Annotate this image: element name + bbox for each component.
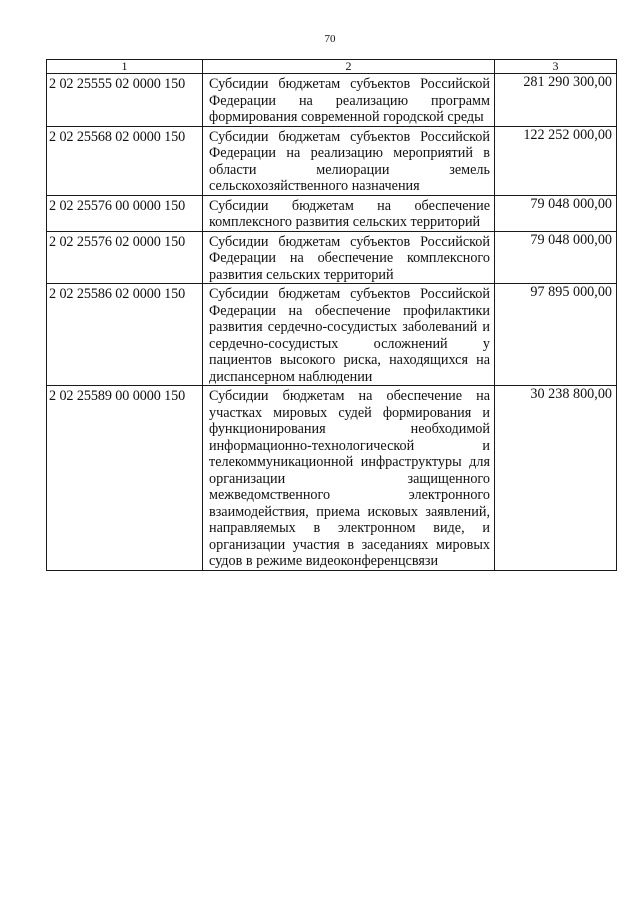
table-row <box>47 231 617 284</box>
revenue-description: Субсидии бюджетам на обеспечение на участках мировых судей формирования и функционирования необходимой информационно-технологической и телекоммуникационной инфраструктуры для организации защищенного межведомственного электронного взаимодействия, приема исковых заявлений, направляемых в электронном виде, и организации участия в заседаниях мировых судов в режиме видеоконференцсвязи <box>203 386 495 571</box>
revenue-description: Субсидии бюджетам субъектов Российской Федерации на реализацию мероприятий в области мелиорации земель сельскохозяйственного назначения <box>203 126 495 195</box>
column-header-code: 1 <box>47 60 203 74</box>
budget-code: 2 02 25586 02 0000 150 <box>47 284 203 386</box>
revenue-description: Субсидии бюджетам субъектов Российской Федерации на обеспечение комплексного развития сельских территорий <box>203 231 495 284</box>
revenue-amount: 30 238 800,00 <box>495 386 617 571</box>
page-number: 70 <box>324 33 336 45</box>
table-header-row <box>47 60 617 74</box>
table-row <box>47 195 617 231</box>
budget-code: 2 02 25568 02 0000 150 <box>47 126 203 195</box>
revenue-amount: 97 895 000,00 <box>495 284 617 386</box>
budget-code: 2 02 25576 00 0000 150 <box>47 195 203 231</box>
column-header-name: 2 <box>203 60 495 74</box>
budget-revenue-table <box>46 59 617 571</box>
column-header-amount: 3 <box>495 60 617 74</box>
revenue-amount: 281 290 300,00 <box>495 74 617 127</box>
budget-code: 2 02 25576 02 0000 150 <box>47 231 203 284</box>
revenue-description: Субсидии бюджетам на обеспечение комплексного развития сельских территорий <box>203 195 495 231</box>
table-row <box>47 386 617 571</box>
budget-code: 2 02 25555 02 0000 150 <box>47 74 203 127</box>
budget-code: 2 02 25589 00 0000 150 <box>47 386 203 571</box>
revenue-description: Субсидии бюджетам субъектов Российской Федерации на реализацию программ формирования современной городской среды <box>203 74 495 127</box>
revenue-description: Субсидии бюджетам субъектов Российской Федерации на обеспечение профилактики развития сердечно-сосудистых заболеваний и сердечно-сосудистых осложнений у пациентов высокого риска, находящихся на диспансерном наблюдении <box>203 284 495 386</box>
table-row <box>47 284 617 386</box>
revenue-amount: 122 252 000,00 <box>495 126 617 195</box>
table-row <box>47 74 617 127</box>
revenue-amount: 79 048 000,00 <box>495 231 617 284</box>
revenue-amount: 79 048 000,00 <box>495 195 617 231</box>
table-row <box>47 126 617 195</box>
